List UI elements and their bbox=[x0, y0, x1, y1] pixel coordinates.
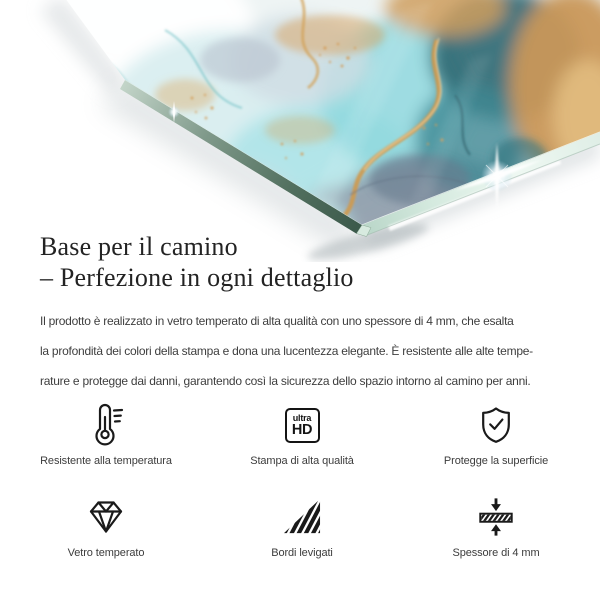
feature-label: Stampa di alta qualità bbox=[250, 455, 354, 467]
feature-item-tempered-glass bbox=[0, 490, 212, 573]
feature-item-polished-edges bbox=[212, 490, 392, 573]
page-title bbox=[40, 231, 354, 293]
title-line-2: – Perfezione in ogni dettaglio bbox=[40, 263, 354, 292]
feature-item-thickness bbox=[392, 490, 600, 573]
feature-label: Protegge la superficie bbox=[443, 455, 549, 467]
description-line: Il prodotto è realizzato in vetro temperato di alta qualità con uno spessore di 4 mm, che esalta bbox=[40, 314, 514, 328]
feature-item-protection bbox=[392, 398, 600, 481]
feature-label: Vetro temperato bbox=[67, 547, 145, 559]
feature-grid bbox=[0, 398, 600, 573]
hero-image bbox=[0, 0, 600, 262]
diamond-icon bbox=[84, 494, 128, 540]
glass-panel-illustration bbox=[0, 0, 600, 262]
description-line: rature e protegge dai danni, garantendo così la sicurezza dello spazio intorno al camino per anni. bbox=[40, 374, 531, 388]
polished-edges-icon bbox=[281, 494, 323, 540]
feature-item-temperature bbox=[0, 398, 212, 481]
feature-label: Resistente alla temperatura bbox=[40, 455, 172, 467]
product-description bbox=[40, 306, 570, 396]
ultra-hd-icon: ultra HD bbox=[285, 402, 320, 448]
title-line-1: Base per il camino bbox=[40, 232, 238, 261]
shield-check-icon bbox=[474, 402, 518, 448]
feature-label: Spessore di 4 mm bbox=[452, 547, 540, 559]
feature-label: Bordi levigati bbox=[271, 547, 333, 559]
thickness-icon bbox=[475, 494, 517, 540]
feature-item-print-quality bbox=[212, 398, 392, 481]
thermometer-icon bbox=[84, 402, 128, 448]
description-line: la profondità dei colori della stampa e dona una lucentezza elegante. È resistente alle alte tempe- bbox=[40, 344, 533, 358]
